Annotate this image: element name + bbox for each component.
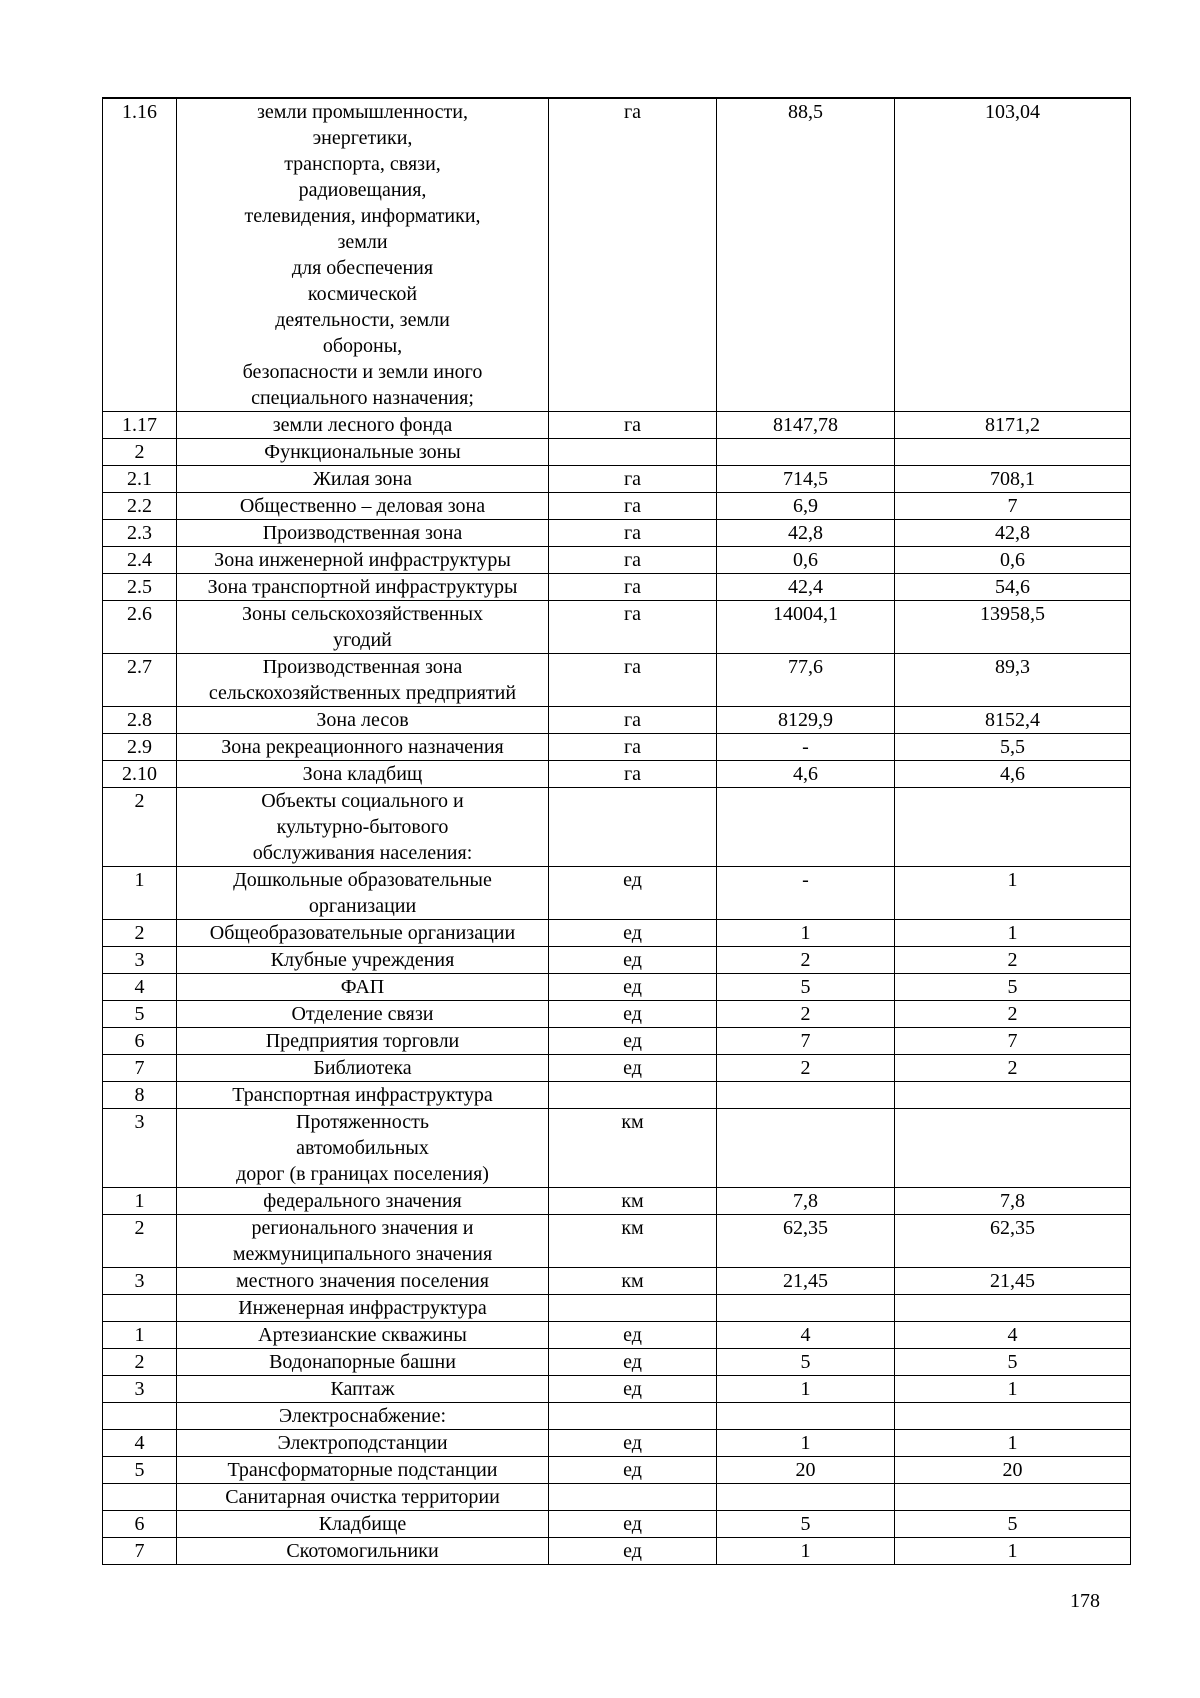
row-description: Функциональные зоны [177,439,549,466]
row-value-target: 103,04 [895,98,1131,412]
table-row [103,654,1131,707]
row-value-target [895,1295,1131,1322]
row-description: регионального значения и межмуниципального значения [177,1215,549,1268]
row-number: 3 [103,1376,177,1403]
row-value-target: 54,6 [895,574,1131,601]
table-row [103,466,1131,493]
row-unit: км [549,1109,717,1188]
table-row [103,412,1131,439]
table-row [103,1538,1131,1565]
table-row [103,1082,1131,1109]
row-number: 7 [103,1055,177,1082]
row-description: Объекты социального и культурно-бытового обслуживания населения: [177,788,549,867]
row-unit [549,1295,717,1322]
row-description: земли лесного фонда [177,412,549,439]
row-value-current: 7,8 [717,1188,895,1215]
row-value-current: 7 [717,1028,895,1055]
row-unit [549,1403,717,1430]
row-description: Трансформаторные подстанции [177,1457,549,1484]
row-description: Водонапорные башни [177,1349,549,1376]
table-row [103,867,1131,920]
row-number: 2 [103,1215,177,1268]
row-description: Зона транспортной инфраструктуры [177,574,549,601]
row-unit: га [549,547,717,574]
row-value-target: 7,8 [895,1188,1131,1215]
row-value-target: 8171,2 [895,412,1131,439]
row-number: 1 [103,1322,177,1349]
row-number: 2 [103,439,177,466]
row-number: 1.16 [103,98,177,412]
row-unit: км [549,1215,717,1268]
row-unit: га [549,412,717,439]
row-value-current: 42,8 [717,520,895,547]
row-number: 2.5 [103,574,177,601]
row-value-target: 4,6 [895,761,1131,788]
row-description: Санитарная очистка территории [177,1484,549,1511]
row-description: Скотомогильники [177,1538,549,1565]
row-value-current: 5 [717,974,895,1001]
table-row [103,1403,1131,1430]
row-value-current: - [717,867,895,920]
row-value-current: 2 [717,947,895,974]
table-row [103,920,1131,947]
row-unit: га [549,98,717,412]
row-value-target: 5 [895,974,1131,1001]
row-value-current: 1 [717,1538,895,1565]
row-value-target: 8152,4 [895,707,1131,734]
row-description: Инженерная инфраструктура [177,1295,549,1322]
row-value-current: 1 [717,920,895,947]
row-description: федерального значения [177,1188,549,1215]
row-value-target: 7 [895,493,1131,520]
row-unit: км [549,1188,717,1215]
row-description: Зона инженерной инфраструктуры [177,547,549,574]
row-value-target: 5 [895,1511,1131,1538]
row-description: Электроподстанции [177,1430,549,1457]
row-value-current [717,1484,895,1511]
row-description: Производственная зона [177,520,549,547]
row-number [103,1484,177,1511]
row-unit [549,439,717,466]
row-value-target: 0,6 [895,547,1131,574]
table-row [103,707,1131,734]
table-row [103,1295,1131,1322]
row-value-current: 714,5 [717,466,895,493]
row-value-current: 6,9 [717,493,895,520]
row-unit: га [549,734,717,761]
row-unit: га [549,654,717,707]
row-number: 5 [103,1001,177,1028]
table-body [103,98,1131,1565]
row-value-current: 62,35 [717,1215,895,1268]
row-number: 2.6 [103,601,177,654]
row-value-target: 5 [895,1349,1131,1376]
row-value-current: 2 [717,1001,895,1028]
row-description: Зона рекреационного назначения [177,734,549,761]
row-description: Артезианские скважины [177,1322,549,1349]
row-unit: км [549,1268,717,1295]
row-value-target: 1 [895,867,1131,920]
table-row [103,601,1131,654]
table-row [103,1322,1131,1349]
row-unit: ед [549,1055,717,1082]
row-value-target: 62,35 [895,1215,1131,1268]
table-row [103,1215,1131,1268]
table-row [103,1188,1131,1215]
row-value-target: 4 [895,1322,1131,1349]
row-value-target: 2 [895,947,1131,974]
table-row [103,1376,1131,1403]
row-value-current [717,788,895,867]
table-row [103,520,1131,547]
row-number: 3 [103,1109,177,1188]
row-value-current: 77,6 [717,654,895,707]
row-unit: ед [549,1322,717,1349]
row-number: 8 [103,1082,177,1109]
row-value-target [895,1109,1131,1188]
row-number: 2.1 [103,466,177,493]
table-row [103,547,1131,574]
row-number: 2.3 [103,520,177,547]
row-description: Зона кладбищ [177,761,549,788]
table-row [103,1484,1131,1511]
row-unit: га [549,520,717,547]
row-number: 5 [103,1457,177,1484]
data-table [102,97,1131,1565]
table-row [103,574,1131,601]
row-description: Транспортная инфраструктура [177,1082,549,1109]
row-value-current: - [717,734,895,761]
row-value-target: 13958,5 [895,601,1131,654]
row-value-current [717,1109,895,1188]
table-row [103,947,1131,974]
row-value-target [895,788,1131,867]
row-description: Каптаж [177,1376,549,1403]
table-row [103,1028,1131,1055]
row-value-current: 88,5 [717,98,895,412]
row-value-current [717,1403,895,1430]
row-value-target: 1 [895,1538,1131,1565]
row-description: Клубные учреждения [177,947,549,974]
row-unit: ед [549,1538,717,1565]
table-row [103,1055,1131,1082]
page-number: 178 [1070,1590,1100,1612]
row-value-current: 5 [717,1349,895,1376]
row-unit [549,788,717,867]
row-unit: га [549,574,717,601]
table-row [103,1511,1131,1538]
row-number: 4 [103,1430,177,1457]
row-value-target: 89,3 [895,654,1131,707]
row-value-target: 1 [895,1376,1131,1403]
row-unit [549,1082,717,1109]
row-value-target [895,1082,1131,1109]
row-unit: ед [549,1457,717,1484]
table-row [103,98,1131,412]
row-value-target: 5,5 [895,734,1131,761]
row-unit: га [549,707,717,734]
row-unit: ед [549,920,717,947]
row-number: 1.17 [103,412,177,439]
row-description: ФАП [177,974,549,1001]
row-value-current: 0,6 [717,547,895,574]
row-description: Протяженность автомобильных дорог (в границах поселения) [177,1109,549,1188]
row-value-target [895,439,1131,466]
row-description: Зоны сельскохозяйственных угодий [177,601,549,654]
row-value-target: 1 [895,920,1131,947]
row-description: Общественно – деловая зона [177,493,549,520]
table-row [103,1109,1131,1188]
table-row [103,761,1131,788]
row-value-current [717,439,895,466]
row-value-current: 14004,1 [717,601,895,654]
row-description: Электроснабжение: [177,1403,549,1430]
row-description: Отделение связи [177,1001,549,1028]
table-row [103,439,1131,466]
table-row [103,734,1131,761]
row-value-target [895,1403,1131,1430]
row-description: Жилая зона [177,466,549,493]
row-number: 2 [103,788,177,867]
row-value-target: 20 [895,1457,1131,1484]
row-description: Библиотека [177,1055,549,1082]
row-number: 1 [103,1188,177,1215]
row-description: Предприятия торговли [177,1028,549,1055]
row-number: 1 [103,867,177,920]
row-number: 2.10 [103,761,177,788]
row-number: 4 [103,974,177,1001]
table-row [103,788,1131,867]
row-number: 2.4 [103,547,177,574]
table-row [103,1457,1131,1484]
row-number: 2 [103,920,177,947]
row-value-current: 2 [717,1055,895,1082]
row-unit: ед [549,1028,717,1055]
row-number: 2.9 [103,734,177,761]
row-number: 2.2 [103,493,177,520]
row-value-current: 20 [717,1457,895,1484]
row-number: 6 [103,1028,177,1055]
row-value-target: 2 [895,1055,1131,1082]
table-row [103,1430,1131,1457]
row-value-target: 1 [895,1430,1131,1457]
row-value-target [895,1484,1131,1511]
row-value-current: 1 [717,1430,895,1457]
row-description: Дошкольные образовательные организации [177,867,549,920]
row-number: 3 [103,947,177,974]
row-description: Производственная зона сельскохозяйственных предприятий [177,654,549,707]
row-value-current: 8129,9 [717,707,895,734]
row-number: 6 [103,1511,177,1538]
row-number [103,1295,177,1322]
row-number: 2 [103,1349,177,1376]
row-description: Общеобразовательные организации [177,920,549,947]
row-number: 2.7 [103,654,177,707]
row-unit [549,1484,717,1511]
row-unit: га [549,601,717,654]
row-value-target: 7 [895,1028,1131,1055]
row-description: земли промышленности, энергетики, транспорта, связи, радиовещания, телевидения, информатики, земли для обеспечения космической деятельности, земли обороны, безопасности и земли иного специального назначения; [177,98,549,412]
row-value-target: 2 [895,1001,1131,1028]
row-unit: ед [549,947,717,974]
table-row [103,493,1131,520]
row-value-current: 4,6 [717,761,895,788]
row-value-current: 1 [717,1376,895,1403]
row-unit: ед [549,1001,717,1028]
table-row [103,1268,1131,1295]
row-value-current: 5 [717,1511,895,1538]
row-unit: ед [549,1430,717,1457]
row-value-current [717,1082,895,1109]
row-unit: га [549,493,717,520]
row-number [103,1403,177,1430]
row-value-current [717,1295,895,1322]
row-number: 3 [103,1268,177,1295]
table-row [103,1349,1131,1376]
row-unit: га [549,466,717,493]
row-value-current: 42,4 [717,574,895,601]
row-value-current: 4 [717,1322,895,1349]
row-number: 7 [103,1538,177,1565]
row-value-current: 21,45 [717,1268,895,1295]
table-row [103,974,1131,1001]
row-description: местного значения поселения [177,1268,549,1295]
row-number: 2.8 [103,707,177,734]
row-unit: га [549,761,717,788]
row-unit: ед [549,1511,717,1538]
row-unit: ед [549,1376,717,1403]
row-unit: ед [549,867,717,920]
row-description: Кладбище [177,1511,549,1538]
row-unit: ед [549,974,717,1001]
row-value-target: 42,8 [895,520,1131,547]
table-row [103,1001,1131,1028]
row-value-current: 8147,78 [717,412,895,439]
row-unit: ед [549,1349,717,1376]
row-value-target: 708,1 [895,466,1131,493]
row-description: Зона лесов [177,707,549,734]
row-value-target: 21,45 [895,1268,1131,1295]
